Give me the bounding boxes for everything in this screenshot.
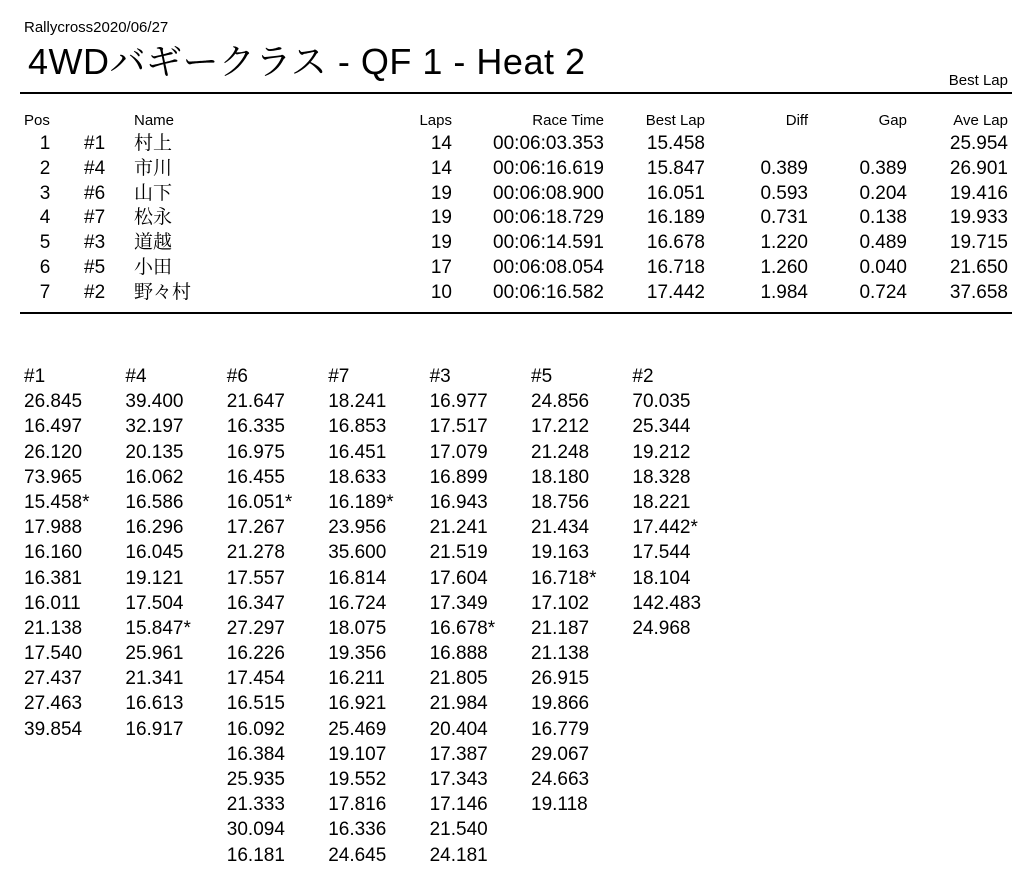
lap-time: 17.544 [632, 542, 691, 564]
result-ave-lap: 21.650 [949, 257, 1008, 278]
result-pos: 1 [39, 133, 51, 154]
lap-time: 21.278 [226, 542, 285, 564]
lap-time: 19.107 [328, 743, 387, 765]
result-driver-name: 市川 [134, 157, 173, 179]
lap-time: 16.899 [429, 466, 488, 488]
lap-time: 16.347 [226, 592, 285, 614]
lap-time: 16.211 [328, 668, 385, 690]
result-car-number: #2 [84, 281, 106, 303]
lap-time: 29.067 [531, 743, 590, 765]
lap-time: 21.248 [531, 441, 590, 463]
lap-time: 24.181 [429, 844, 488, 866]
lap-time: 21.984 [429, 693, 488, 715]
lap-time: 16.779 [531, 718, 590, 740]
result-laps: 19 [430, 232, 452, 254]
result-diff: 0.389 [760, 157, 808, 179]
result-race-time: 00:06:03.353 [493, 133, 604, 154]
lap-time: 16.335 [226, 416, 285, 438]
lap-time: 17.267 [226, 517, 285, 539]
result-car-number: #5 [84, 257, 106, 278]
lap-column-car: #1 [24, 366, 46, 387]
lap-time: 73.965 [24, 466, 83, 488]
result-laps: 14 [430, 133, 452, 154]
result-ave-lap: 25.954 [949, 133, 1008, 154]
header-laps: Laps [419, 112, 452, 129]
lap-column [125, 364, 225, 742]
lap-column [531, 364, 631, 817]
result-diff: 1.260 [760, 257, 808, 278]
lap-time: 17.504 [125, 592, 184, 614]
lap-time: 26.915 [531, 668, 590, 690]
lap-time: 20.404 [429, 718, 488, 740]
lap-time: 18.633 [328, 466, 387, 488]
lap-time: 16.977 [429, 391, 488, 413]
lap-time: 16.586 [125, 491, 184, 513]
lap-time: 16.724 [328, 592, 387, 614]
header-pos: Pos [24, 112, 50, 129]
lap-column-car: #7 [328, 366, 350, 387]
lap-time: 16.853 [328, 416, 387, 438]
lap-column [328, 364, 428, 868]
lap-time: 142.483 [632, 592, 702, 614]
lap-time: 24.663 [531, 769, 590, 790]
lap-time: 26.845 [24, 391, 83, 413]
lap-time: 19.118 [531, 794, 588, 816]
header-name: Name [134, 112, 175, 129]
lap-time: 19.356 [328, 643, 387, 665]
lap-time: 17.517 [429, 416, 488, 438]
result-race-time: 00:06:18.729 [493, 207, 604, 229]
lap-column-car: #2 [632, 366, 654, 387]
lap-time: 21.333 [226, 794, 285, 816]
lap-time: 16.296 [125, 517, 184, 539]
result-diff: 0.593 [760, 182, 808, 204]
lap-time: 39.854 [24, 718, 83, 740]
lap-time: 21.647 [226, 391, 285, 413]
result-driver-name: 野々村 [134, 281, 192, 303]
result-best-lap: 16.051 [646, 182, 705, 204]
result-diff: 1.984 [760, 281, 808, 303]
lap-time: 16.451 [328, 441, 387, 463]
result-best-lap: 17.442 [646, 281, 705, 303]
lap-time: 21.540 [429, 819, 488, 841]
table-row [0, 256, 1024, 281]
lap-time: 23.956 [328, 517, 387, 539]
lap-time: 16.062 [125, 466, 184, 488]
lap-time: 18.075 [328, 617, 387, 639]
lap-time: 21.519 [429, 542, 488, 564]
lap-time: 16.011 [24, 592, 81, 614]
result-best-lap: 15.847 [646, 157, 705, 179]
lap-time: 21.805 [429, 668, 488, 690]
header-diff: Diff [785, 112, 808, 129]
lap-time: 19.121 [125, 567, 184, 589]
lap-time: 17.146 [429, 794, 488, 816]
lap-time: 17.442* [632, 517, 698, 539]
lap-time: 18.756 [531, 491, 590, 513]
lap-time: 35.600 [328, 542, 387, 564]
lap-time: 39.400 [125, 391, 184, 413]
lap-time: 16.189* [328, 491, 394, 513]
event-date: Rallycross2020/06/27 [24, 19, 169, 36]
result-laps: 14 [430, 157, 452, 179]
lap-time: 16.613 [125, 693, 184, 715]
lap-time: 16.455 [226, 466, 285, 488]
lap-time: 25.344 [632, 416, 691, 438]
result-laps: 19 [430, 207, 452, 229]
header-ave-lap: Ave Lap [953, 112, 1008, 129]
result-diff: 1.220 [760, 232, 808, 254]
lap-time: 21.341 [125, 668, 184, 690]
lap-column-car: #5 [531, 366, 553, 387]
lap-time: 17.212 [531, 416, 590, 438]
lap-time: 26.120 [24, 441, 83, 463]
result-diff: 0.731 [760, 207, 808, 229]
result-race-time: 00:06:14.591 [493, 232, 604, 254]
lap-time: 18.328 [632, 466, 691, 488]
result-race-time: 00:06:08.054 [493, 257, 604, 278]
result-best-lap: 16.189 [646, 207, 705, 229]
result-driver-name: 松永 [134, 207, 173, 229]
result-car-number: #4 [84, 157, 106, 179]
lap-time: 21.241 [429, 517, 488, 539]
result-car-number: #1 [84, 133, 106, 154]
top-rule [20, 92, 1012, 94]
result-ave-lap: 19.715 [949, 232, 1008, 254]
lap-time: 25.935 [226, 769, 285, 790]
lap-time: 17.816 [328, 794, 387, 816]
result-laps: 10 [430, 281, 452, 303]
lap-time: 21.138 [531, 643, 590, 665]
lap-time: 18.241 [328, 391, 387, 413]
result-car-number: #3 [84, 232, 106, 254]
lap-time: 16.678* [429, 617, 496, 639]
result-gap: 0.138 [859, 207, 907, 229]
lap-time: 16.045 [125, 542, 184, 564]
lap-time: 16.160 [24, 542, 83, 564]
result-pos: 5 [39, 232, 51, 254]
lap-time: 16.921 [328, 693, 387, 715]
lap-column [227, 364, 327, 868]
lap-column [632, 364, 732, 641]
lap-time: 21.187 [531, 617, 590, 639]
lap-time: 25.469 [328, 718, 387, 740]
lap-time: 21.138 [24, 617, 83, 639]
lap-time: 17.604 [429, 567, 488, 589]
result-driver-name: 村上 [134, 133, 173, 154]
lap-time: 16.917 [125, 718, 184, 740]
result-laps: 17 [430, 257, 452, 278]
lap-time: 19.163 [531, 542, 590, 564]
result-driver-name: 道越 [134, 232, 173, 254]
lap-time: 18.221 [632, 491, 691, 513]
result-pos: 4 [39, 207, 51, 229]
lap-column-car: #3 [429, 366, 451, 387]
lap-time: 16.181 [226, 844, 285, 866]
table-row [0, 157, 1024, 182]
lap-time: 17.540 [24, 643, 83, 665]
result-car-number: #7 [84, 207, 106, 229]
result-gap: 0.389 [859, 157, 907, 179]
lap-time: 27.463 [24, 693, 83, 715]
lap-time: 15.847* [125, 617, 191, 639]
lap-time: 16.226 [226, 643, 285, 665]
result-laps: 19 [430, 182, 452, 204]
lap-time: 16.381 [24, 567, 83, 589]
lap-column [430, 364, 530, 868]
header-race-time: Race Time [532, 112, 604, 129]
result-pos: 6 [39, 257, 51, 278]
lap-column-car: #6 [226, 366, 248, 387]
lap-time: 19.212 [632, 441, 691, 463]
lap-time: 17.349 [429, 592, 488, 614]
lap-time: 16.943 [429, 491, 488, 513]
lap-time: 25.961 [125, 643, 184, 665]
lap-time: 24.645 [328, 844, 387, 866]
lap-time: 18.180 [531, 466, 590, 488]
lap-time: 17.079 [429, 441, 488, 463]
lap-time: 16.718* [531, 567, 597, 589]
lap-time: 21.434 [531, 517, 590, 539]
result-ave-lap: 37.658 [949, 281, 1008, 303]
lap-time: 17.988 [24, 517, 83, 539]
results-header [0, 112, 1024, 132]
lap-time: 15.458* [24, 491, 90, 513]
table-row [0, 132, 1024, 157]
table-row [0, 231, 1024, 256]
lap-time: 16.975 [226, 441, 285, 463]
lap-time: 17.454 [226, 668, 285, 690]
lap-time: 16.888 [429, 643, 488, 665]
result-pos: 3 [39, 182, 51, 204]
result-pos: 2 [39, 157, 51, 179]
result-gap: 0.724 [859, 281, 907, 303]
lap-time: 24.856 [531, 391, 590, 413]
page-title: 4WDバギークラス - QF 1 - Heat 2 [28, 41, 586, 82]
result-best-lap: 15.458 [646, 133, 705, 154]
lap-time: 16.092 [226, 718, 285, 740]
result-driver-name: 山下 [134, 182, 173, 204]
lap-time: 32.197 [125, 416, 184, 438]
lap-time: 16.384 [226, 743, 285, 765]
lap-time: 16.515 [226, 693, 285, 715]
lap-time: 20.135 [125, 441, 184, 463]
lap-column-car: #4 [125, 366, 147, 387]
table-row [0, 206, 1024, 231]
result-car-number: #6 [84, 182, 106, 204]
lap-time: 70.035 [632, 391, 691, 413]
lap-time: 17.343 [429, 769, 488, 790]
table-row [0, 182, 1024, 207]
bottom-rule [20, 312, 1012, 314]
header-gap: Gap [878, 112, 907, 129]
lap-time: 27.437 [24, 668, 83, 690]
result-race-time: 00:06:16.619 [493, 157, 604, 179]
lap-time: 17.102 [531, 592, 590, 614]
result-gap: 0.204 [859, 182, 907, 204]
result-best-lap: 16.678 [646, 232, 705, 254]
lap-time: 19.552 [328, 769, 387, 790]
result-ave-lap: 19.933 [949, 207, 1008, 229]
result-ave-lap: 19.416 [949, 182, 1008, 204]
lap-time: 17.387 [429, 743, 488, 765]
lap-column [24, 364, 124, 742]
lap-time: 18.104 [632, 567, 691, 589]
result-gap: 0.489 [859, 232, 907, 254]
result-gap: 0.040 [859, 257, 907, 278]
result-race-time: 00:06:08.900 [493, 182, 604, 204]
report-subtitle: Best Lap [948, 72, 1008, 89]
result-race-time: 00:06:16.582 [493, 281, 604, 303]
lap-time: 16.336 [328, 819, 387, 841]
result-driver-name: 小田 [134, 257, 173, 278]
lap-time: 16.051* [226, 491, 293, 513]
lap-time: 17.557 [226, 567, 285, 589]
lap-time: 27.297 [226, 617, 285, 639]
lap-time: 19.866 [531, 693, 590, 715]
result-ave-lap: 26.901 [949, 157, 1008, 179]
table-row [0, 281, 1024, 306]
header-best-lap: Best Lap [645, 112, 705, 129]
lap-time: 16.497 [24, 416, 83, 438]
result-best-lap: 16.718 [646, 257, 705, 278]
lap-time: 30.094 [226, 819, 285, 841]
lap-time: 16.814 [328, 567, 387, 589]
result-pos: 7 [39, 281, 51, 303]
lap-time: 24.968 [632, 617, 691, 639]
